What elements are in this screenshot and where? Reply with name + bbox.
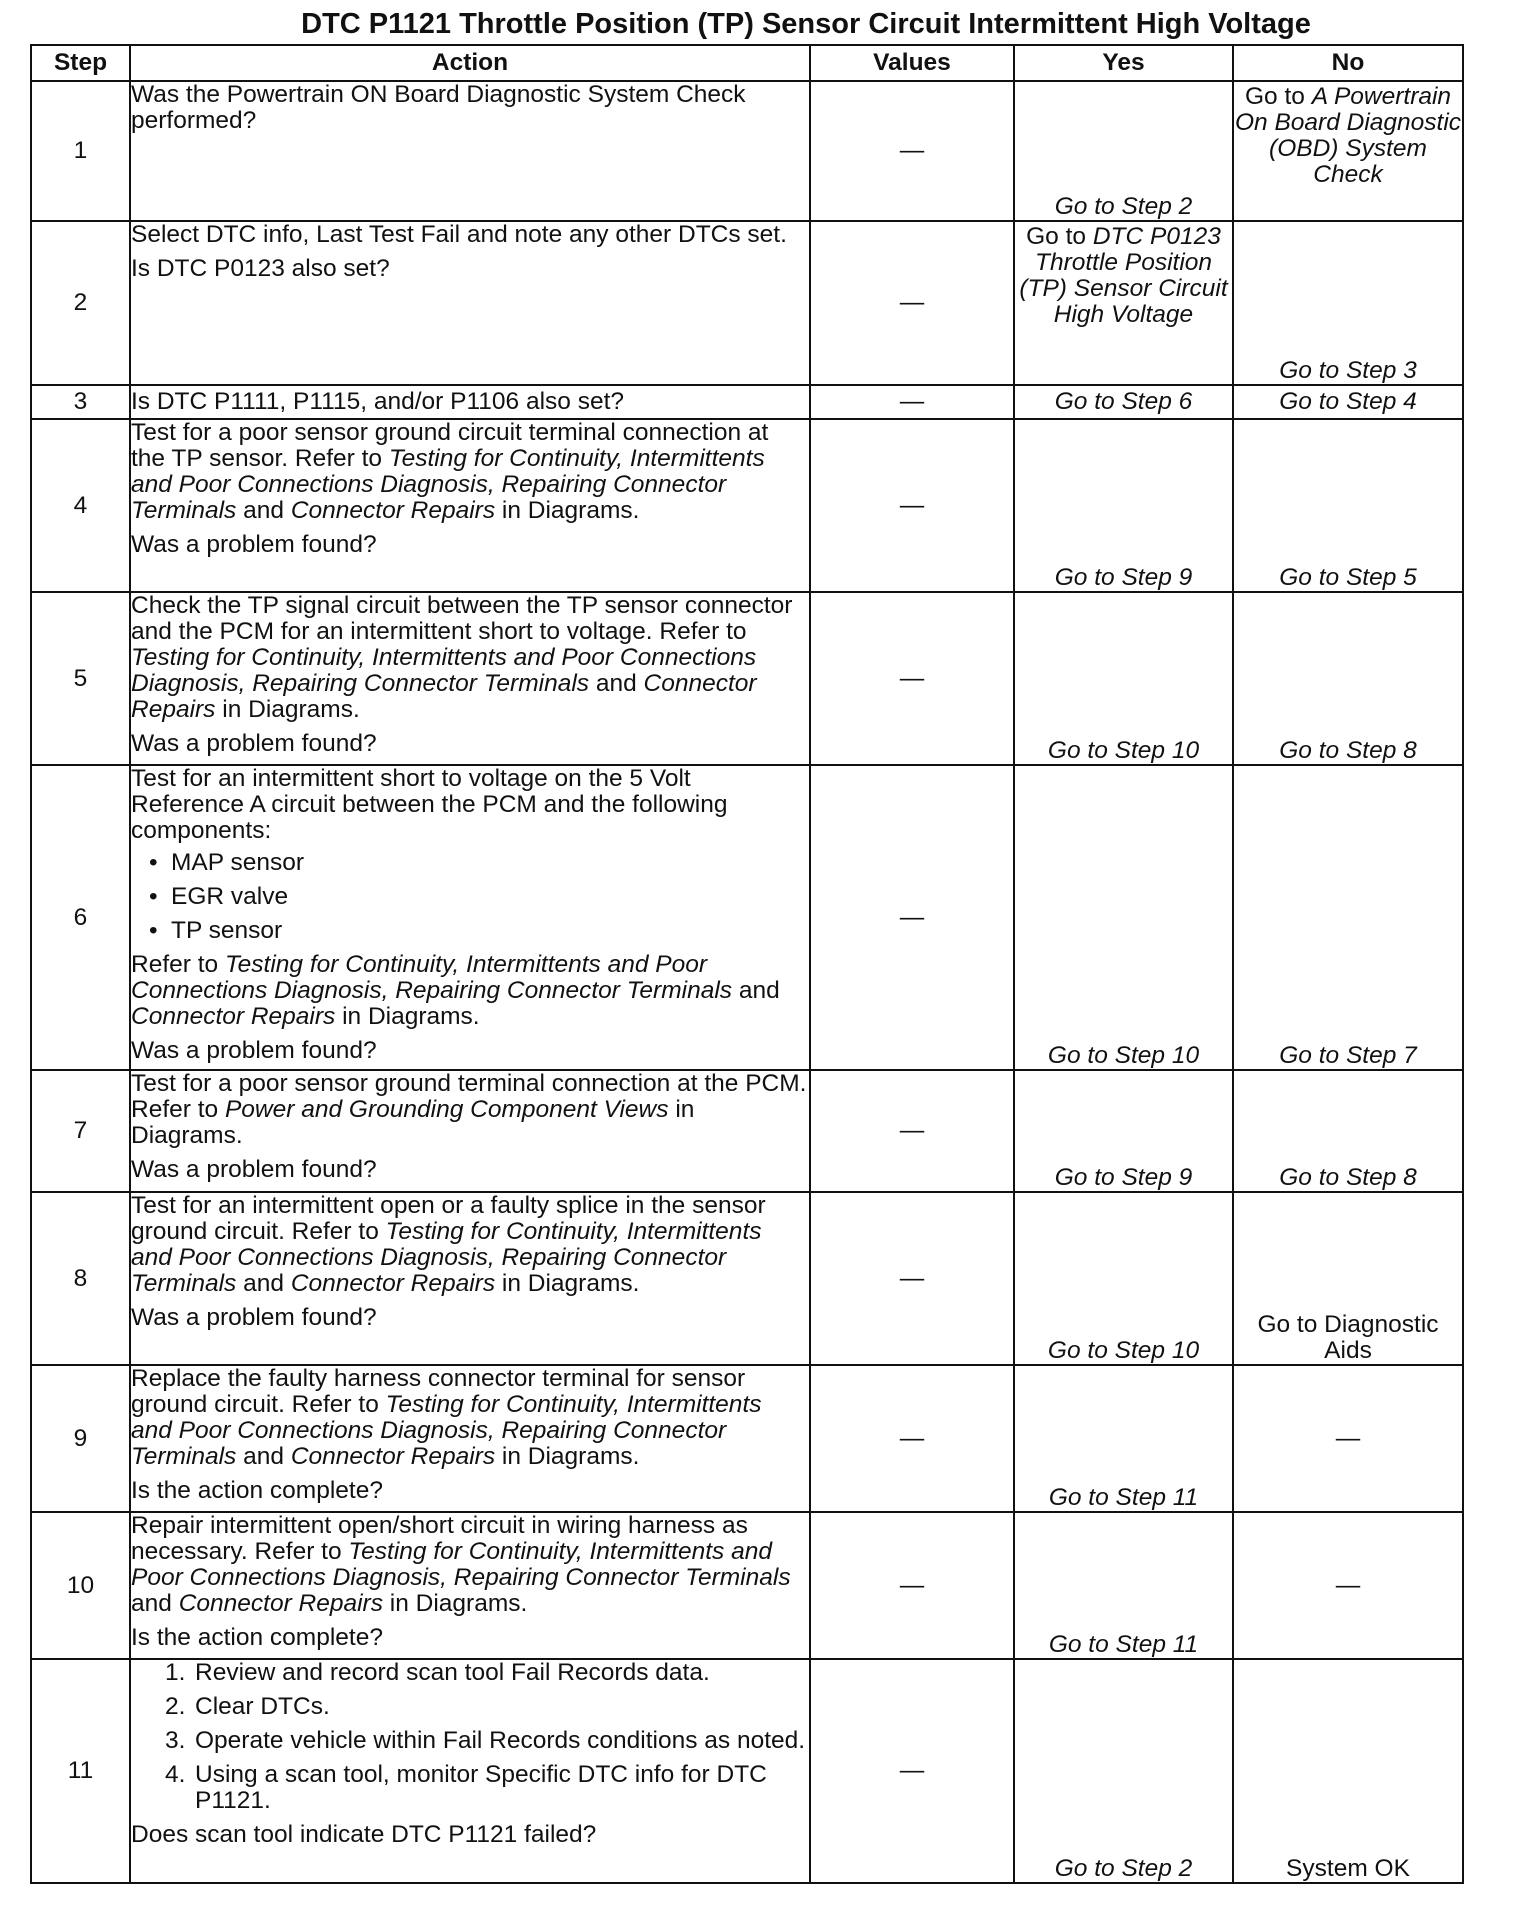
- action-text: [130, 765, 810, 1070]
- conjunction: and: [243, 497, 285, 524]
- table-row-step-1: [31, 81, 1463, 221]
- action-text: [130, 1659, 810, 1883]
- diagrams-suffix: in Diagrams.: [342, 1003, 480, 1030]
- table-row-step-5: [31, 592, 1463, 765]
- action-question: Is the action complete?: [131, 1477, 383, 1504]
- no-reference: A Powertrain On Board Diagnostic (OBD) System Check: [1234, 83, 1462, 188]
- conjunction: and: [243, 1270, 285, 1297]
- list-item: • MAP sensor: [149, 850, 809, 876]
- yes-link[interactable]: [1014, 221, 1233, 385]
- instruction-text: Replace the faulty harness connector terminal for sensor ground circuit. Refer to: [131, 1365, 746, 1418]
- conjunction: and: [131, 1590, 172, 1617]
- step-number: 5: [31, 592, 130, 765]
- reference-connector-repairs[interactable]: Connector Repairs: [178, 1590, 383, 1617]
- yes-link[interactable]: Go to Step 11: [1014, 1512, 1233, 1659]
- step-number: 11: [31, 1659, 130, 1883]
- diagrams-suffix: in Diagrams.: [501, 497, 640, 524]
- yes-reference: DTC P0123 Throttle Position (TP) Sensor Circuit High Voltage: [1019, 223, 1228, 328]
- yes-link[interactable]: Go to Step 6: [1014, 385, 1233, 419]
- header-no: No: [1233, 45, 1463, 81]
- values-cell: —: [810, 81, 1014, 221]
- reference-connector-repairs[interactable]: Connector Repairs: [131, 670, 757, 723]
- no-prefix: Go to: [1244, 83, 1305, 110]
- header-action: Action: [130, 45, 810, 81]
- action-question: Does scan tool indicate DTC P1121 failed?: [131, 1821, 597, 1848]
- yes-link[interactable]: Go to Step 10: [1014, 1192, 1233, 1365]
- action-reference: [131, 952, 809, 1030]
- step-number: 4: [31, 419, 130, 592]
- yes-link[interactable]: Go to Step 11: [1014, 1365, 1233, 1512]
- values-cell: —: [810, 1365, 1014, 1512]
- yes-link[interactable]: Go to Step 9: [1014, 1070, 1233, 1192]
- action-text: [130, 1192, 810, 1365]
- action-instruction: [131, 1366, 809, 1470]
- item-text: Using a scan tool, monitor Specific DTC info for DTC P1121.: [195, 1761, 767, 1814]
- no-link[interactable]: Go to Diagnostic Aids: [1233, 1192, 1463, 1365]
- component-list: [131, 850, 809, 944]
- diagrams-suffix: in Diagrams.: [501, 1443, 640, 1470]
- item-number: 3.: [165, 1727, 186, 1754]
- no-link[interactable]: Go to Step 8: [1233, 592, 1463, 765]
- reference-testing[interactable]: Testing for Continuity, Intermittents and Poor Connections Diagnosis, Repairing Connector Terminals: [131, 951, 733, 1004]
- action-text: [130, 592, 810, 765]
- diagrams-suffix: in Diagrams.: [389, 1590, 528, 1617]
- step-number: 10: [31, 1512, 130, 1659]
- values-cell: —: [810, 1659, 1014, 1883]
- list-item: [165, 1660, 809, 1686]
- no-link[interactable]: Go to Step 5: [1233, 419, 1463, 592]
- values-cell: —: [810, 1512, 1014, 1659]
- reference-connector-repairs[interactable]: Connector Repairs: [131, 1003, 336, 1030]
- no-result: System OK: [1233, 1659, 1463, 1883]
- diagrams-suffix: in Diagrams.: [131, 1096, 695, 1149]
- action-question: Was a problem found?: [131, 730, 377, 757]
- values-cell: —: [810, 385, 1014, 419]
- item-text: Review and record scan tool Fail Records data.: [195, 1659, 710, 1686]
- yes-link[interactable]: Go to Step 10: [1014, 592, 1233, 765]
- action-instruction: [131, 1513, 809, 1617]
- item-text: Clear DTCs.: [195, 1693, 330, 1720]
- conjunction: and: [243, 1443, 285, 1470]
- action-text: [130, 1512, 810, 1659]
- table-row-step-10: [31, 1512, 1463, 1659]
- action-text: [130, 221, 810, 385]
- no-value: —: [1233, 1512, 1463, 1659]
- instruction-text: Test for a poor sensor ground circuit terminal connection at the TP sensor. Refer to: [131, 419, 769, 472]
- reference-connector-repairs[interactable]: Connector Repairs: [290, 1270, 496, 1297]
- conjunction: and: [595, 670, 637, 697]
- action-instruction: [131, 593, 809, 723]
- table-row-step-8: [31, 1192, 1463, 1365]
- step-number: 8: [31, 1192, 130, 1365]
- diagrams-suffix: in Diagrams.: [501, 1270, 640, 1297]
- action-text: [130, 1070, 810, 1192]
- table-row-step-2: [31, 221, 1463, 385]
- yes-prefix: Go to: [1026, 223, 1087, 250]
- step-number: 6: [31, 765, 130, 1070]
- reference-testing[interactable]: Testing for Continuity, Intermittents and Poor Connections Diagnosis, Repairing Connector Terminals: [131, 1391, 762, 1470]
- procedure-list: [131, 1660, 809, 1814]
- step-number: 3: [31, 385, 130, 419]
- values-cell: —: [810, 765, 1014, 1070]
- step-number: 7: [31, 1070, 130, 1192]
- no-link[interactable]: Go to Step 3: [1233, 221, 1463, 385]
- table-row-step-6: [31, 765, 1463, 1070]
- yes-link[interactable]: Go to Step 9: [1014, 419, 1233, 592]
- action-question: Was a problem found?: [131, 1156, 377, 1183]
- step-number: 1: [31, 81, 130, 221]
- reference-testing[interactable]: Testing for Continuity, Intermittents and Poor Connections Diagnosis, Repairing Connector Terminals: [131, 644, 757, 697]
- table-row-step-4: [31, 419, 1463, 592]
- step-number: 9: [31, 1365, 130, 1512]
- values-cell: —: [810, 419, 1014, 592]
- reference-connector-repairs[interactable]: Connector Repairs: [290, 1443, 496, 1470]
- instruction-text: Test for an intermittent open or a faulty splice in the sensor ground circuit. Refer to: [131, 1192, 766, 1245]
- no-link[interactable]: Go to Step 4: [1233, 385, 1463, 419]
- instruction-text: Repair intermittent open/short circuit in wiring harness as necessary. Refer to: [131, 1512, 748, 1565]
- action-question: Was a problem found?: [131, 531, 377, 558]
- step-number: 2: [31, 221, 130, 385]
- values-cell: —: [810, 1070, 1014, 1192]
- action-question: Was a problem found?: [131, 1304, 377, 1331]
- document-title: DTC P1121 Throttle Position (TP) Sensor Circuit Intermittent High Voltage: [301, 8, 1311, 40]
- diagrams-suffix: in Diagrams.: [222, 696, 360, 723]
- action-instruction: [131, 1193, 809, 1297]
- list-item: • EGR valve: [149, 884, 809, 910]
- instruction-text: Check the TP signal circuit between the TP sensor connector and the PCM for an intermittent short to voltage. Refer to: [131, 592, 793, 645]
- no-link[interactable]: Go to Step 7: [1233, 765, 1463, 1070]
- table-header-row: [31, 45, 1463, 81]
- reference-testing[interactable]: Testing for Continuity, Intermittents and Poor Connections Diagnosis, Repairing Connector Terminals: [131, 1218, 762, 1297]
- item-number: 1.: [165, 1659, 186, 1686]
- yes-link[interactable]: Go to Step 2: [1014, 81, 1233, 221]
- list-item: [165, 1762, 809, 1814]
- header-step: Step: [31, 45, 130, 81]
- no-link[interactable]: Go to Step 8: [1233, 1070, 1463, 1192]
- item-number: 2.: [165, 1693, 186, 1720]
- action-text: [130, 81, 810, 221]
- reference-testing[interactable]: Testing for Continuity, Intermittents and Poor Connections Diagnosis, Repairing Connector Terminals: [131, 445, 765, 524]
- table-row-step-11: [31, 1659, 1463, 1883]
- action-question: Is the action complete?: [131, 1624, 383, 1651]
- item-text: Operate vehicle within Fail Records conditions as noted.: [195, 1727, 806, 1754]
- values-cell: —: [810, 221, 1014, 385]
- values-cell: —: [810, 592, 1014, 765]
- reference-connector-repairs[interactable]: Connector Repairs: [290, 497, 496, 524]
- conjunction: and: [738, 977, 780, 1004]
- table-row-step-7: [31, 1070, 1463, 1192]
- list-item: [165, 1694, 809, 1720]
- no-link[interactable]: [1233, 81, 1463, 221]
- item-number: 4.: [165, 1761, 186, 1788]
- action-text: [130, 419, 810, 592]
- action-instruction: Select DTC info, Last Test Fail and note any other DTCs set.: [131, 221, 787, 248]
- header-yes: Yes: [1014, 45, 1233, 81]
- yes-link[interactable]: Go to Step 10: [1014, 765, 1233, 1070]
- values-cell: —: [810, 1192, 1014, 1365]
- reference-testing[interactable]: Testing for Continuity, Intermittents and Poor Connections Diagnosis, Repairing Connector Terminals: [131, 1538, 791, 1591]
- action-text: [130, 1365, 810, 1512]
- document-page: [30, 6, 1462, 1884]
- table-row-step-9: [31, 1365, 1463, 1512]
- list-item: • TP sensor: [149, 918, 809, 944]
- action-question: Is DTC P1111, P1115, and/or P1106 also set?: [130, 385, 810, 419]
- instruction-text: Test for a poor sensor ground terminal connection at the PCM. Refer to: [131, 1070, 807, 1123]
- diagnostic-table: [30, 44, 1464, 1884]
- reference-power-grounding[interactable]: Power and Grounding Component Views: [224, 1096, 669, 1123]
- list-item: [165, 1728, 809, 1754]
- action-instruction: Test for an intermittent short to voltage on the 5 Volt Reference A circuit between the PCM and the following components:: [131, 765, 728, 844]
- action-instruction: [131, 1071, 809, 1149]
- action-instruction: [131, 420, 809, 524]
- yes-link[interactable]: Go to Step 2: [1014, 1659, 1233, 1883]
- action-question: Was a problem found?: [131, 1037, 377, 1064]
- header-values: Values: [810, 45, 1014, 81]
- no-value: —: [1233, 1365, 1463, 1512]
- refer-text: Refer to: [131, 951, 219, 978]
- table-row-step-3: [31, 385, 1463, 419]
- action-question: Was the Powertrain ON Board Diagnostic System Check performed?: [131, 81, 746, 134]
- action-question: Is DTC P0123 also set?: [131, 255, 390, 282]
